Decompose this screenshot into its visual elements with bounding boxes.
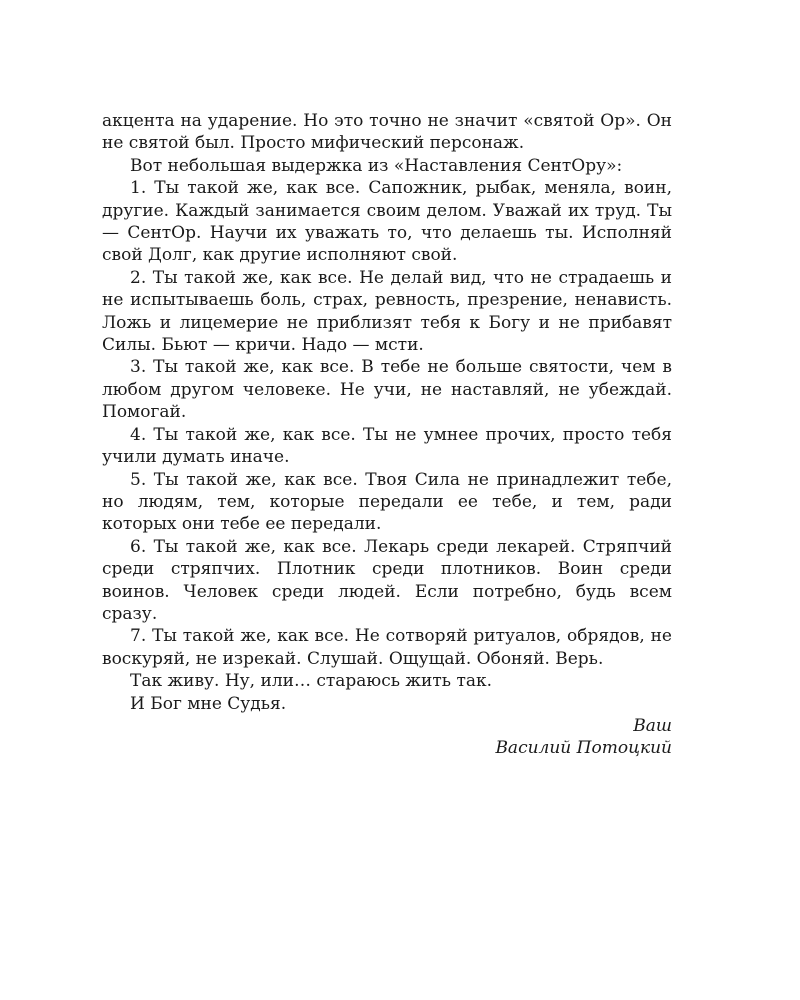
paragraph-rule-5: 5. Ты такой же, как все. Твоя Сила не принадлежит тебе, но людям, тем, которые передали ее тебе, и тем, ради которых они тебе ее передали. [102,469,672,535]
paragraph-rule-4: 4. Ты такой же, как все. Ты не умнее прочих, просто тебя учили думать иначе. [102,424,672,468]
paragraph-rule-3: 3. Ты такой же, как все. В тебе не больше святости, чем в любом другом человеке. Не учи, не наставляй, не убеждай. Помогай. [102,357,672,423]
paragraph-closing-2: И Бог мне Судья. [130,693,287,714]
paragraph-intro-excerpt: Вот небольшая выдержка из «Наставления СентОру»: [130,155,623,176]
paragraph-rule-2: 2. Ты такой же, как все. Не делай вид, что не страдаешь и не испытываешь боль, страх, ревность, презрение, ненависть. Ложь и лицемерие не приблизят тебя к Богу и не прибавят Силы. Бьют — кричи. Надо — мсти. [102,267,672,356]
book-page [102,110,672,760]
paragraph-rule-6: 6. Ты такой же, как все. Лекарь среди лекарей. Стряпчий среди стряпчих. Плотник среди плотников. Воин среди воинов. Человек среди людей. Если потребно, будь всем сразу. [102,536,672,624]
paragraph-continuation: акцента на ударение. Но это точно не значит «святой Ор». Он не святой был. Просто мифический персонаж. [102,111,672,154]
paragraph-rule-7: 7. Ты такой же, как все. Не сотворяй ритуалов, обрядов, не воскуряй, не изрекай. Слушай. Ощущай. Обоняй. Верь. [102,626,672,669]
paragraph-rule-1: 1. Ты такой же, как все. Сапожник, рыбак, меняла, воин, другие. Каждый занимается своим делом. Уважай их труд. Ты — СентОр. Научи их уважать то, что делаешь ты. Исполняй свой Долг, как другие исполняют свой. [102,178,672,266]
signature-author: Василий Потоцкий [495,738,672,759]
paragraph-closing-1: Так живу. Ну, или… стараюсь жить так. [130,671,493,692]
signature-salutation: Ваш [633,715,672,736]
